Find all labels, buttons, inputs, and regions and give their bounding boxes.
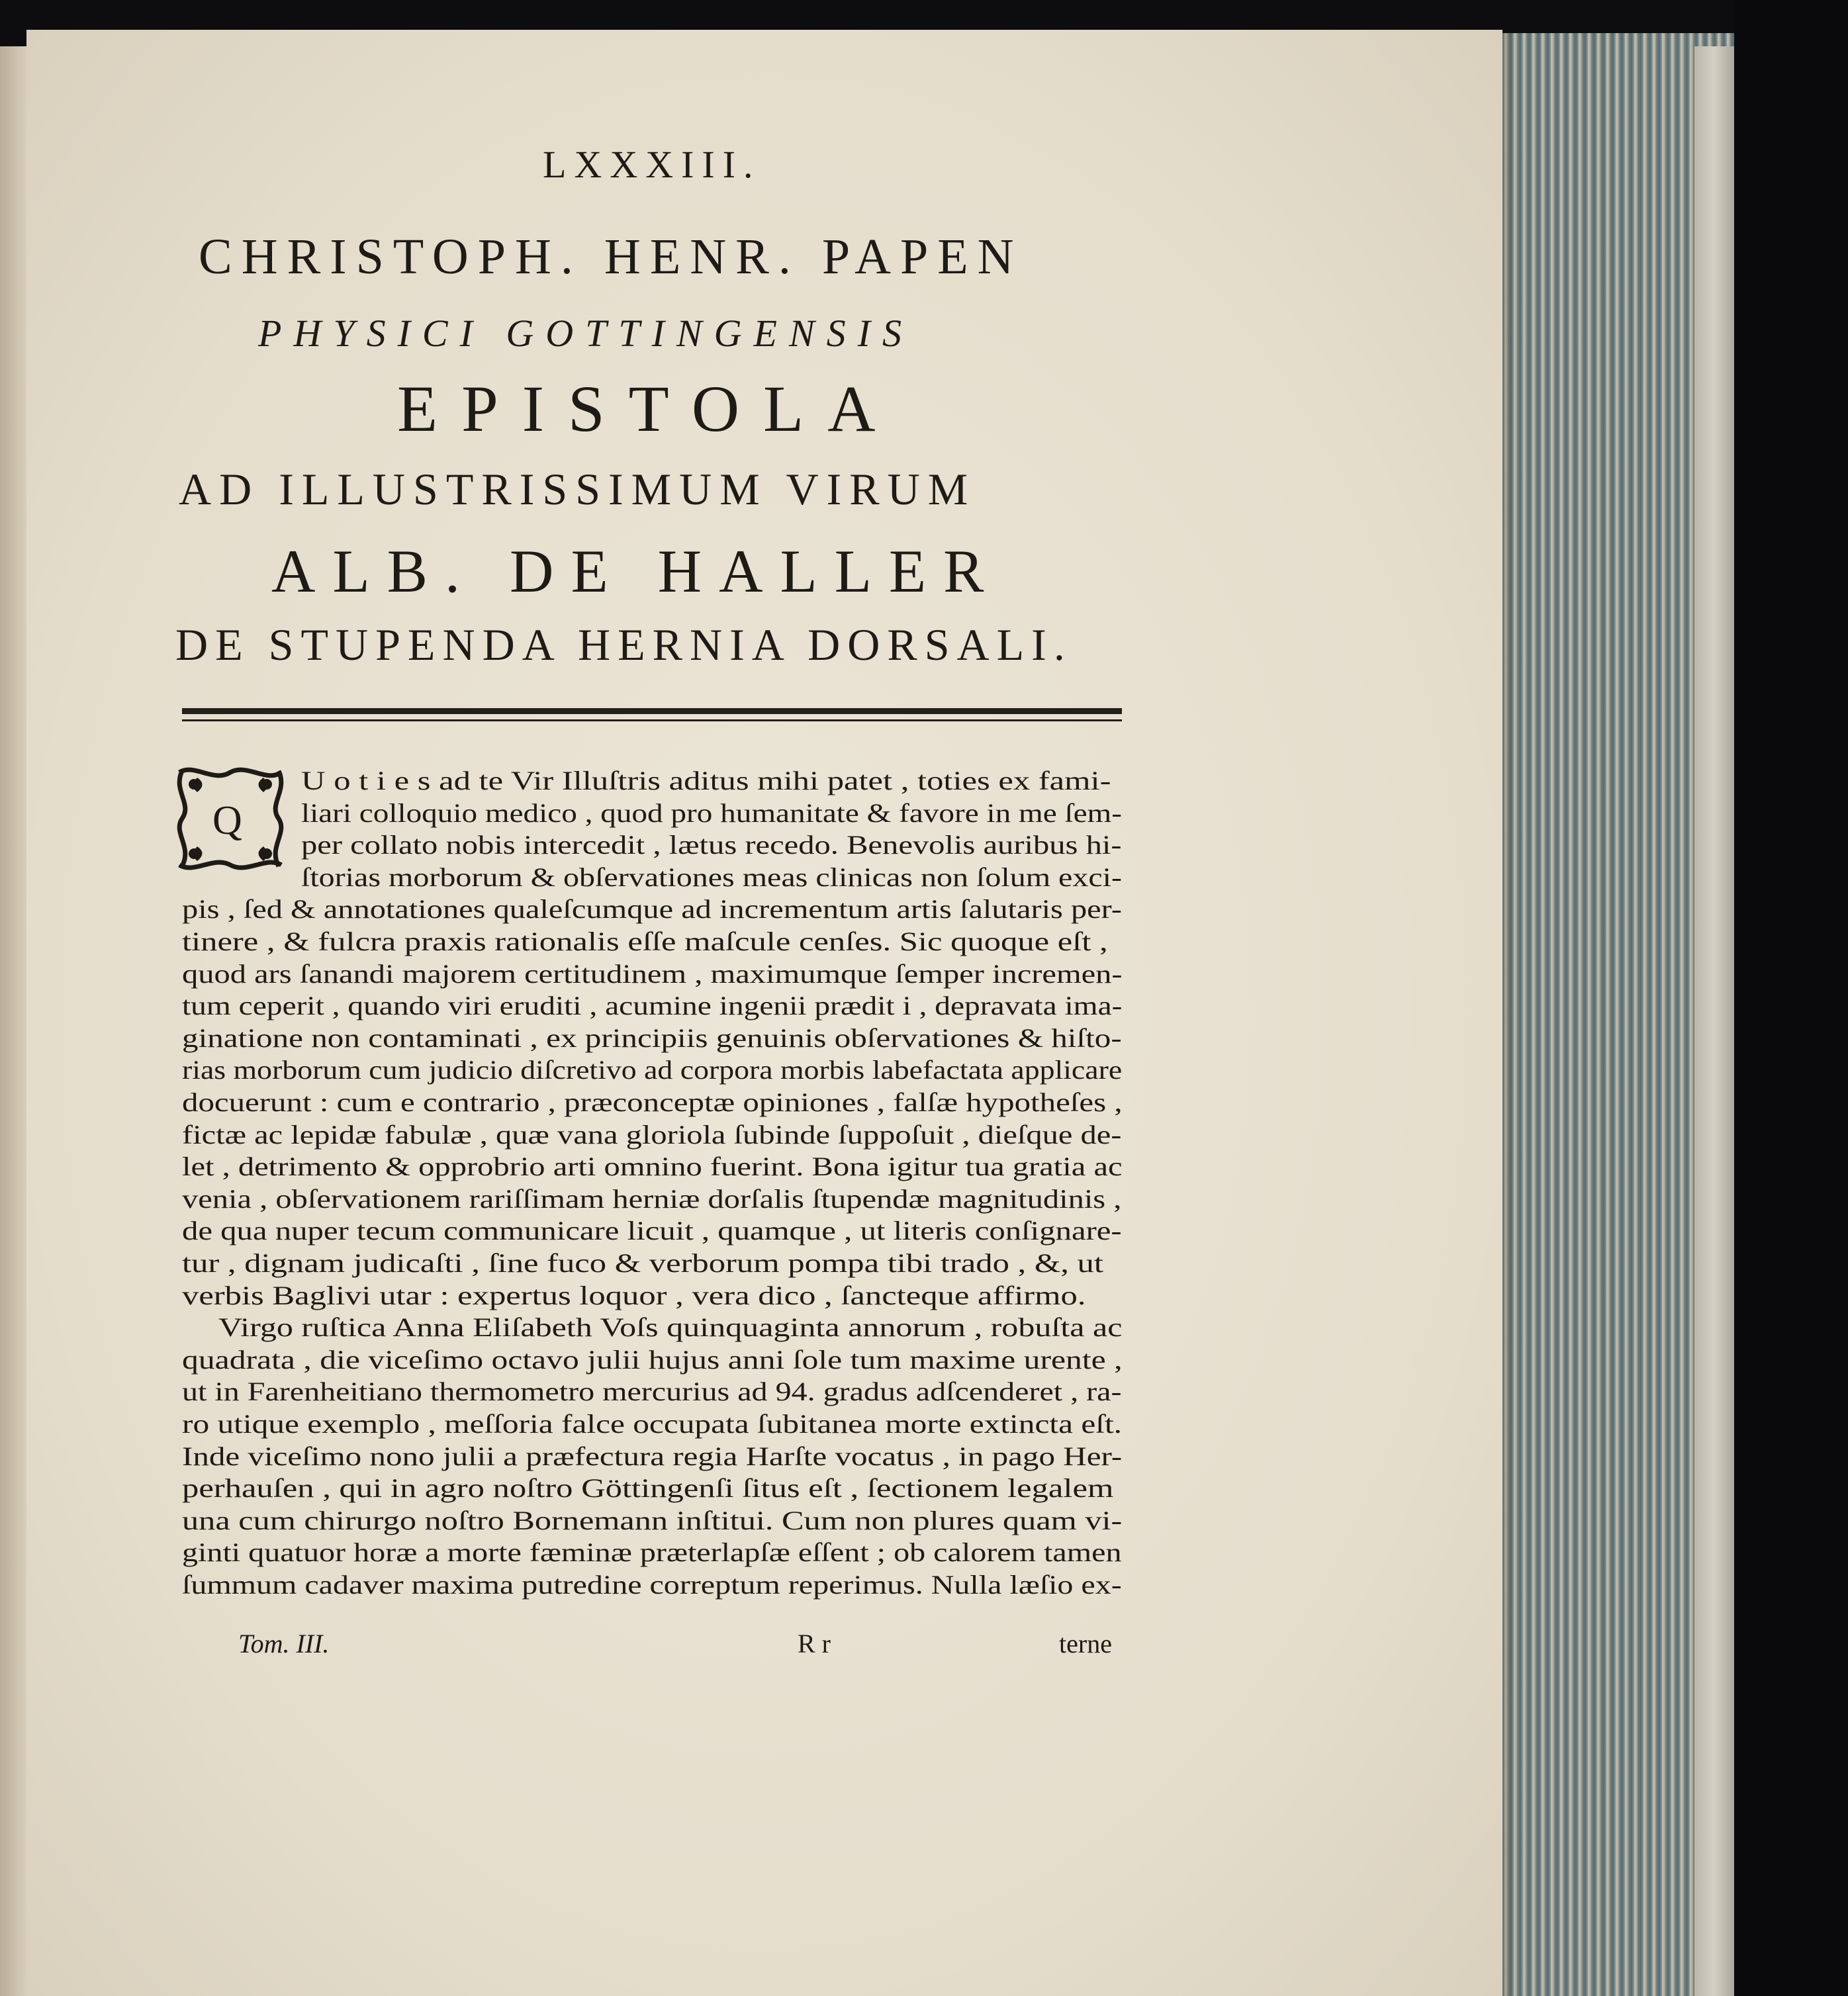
footer-volume: Tom. III. xyxy=(238,1629,330,1658)
body-line: perhauſen , qui in agro noſtro Göttingenſi ſitus eſt , ſectionem legalem xyxy=(182,1473,1114,1504)
body-line: docuerunt : cum e contrario , præconceptæ opiniones , falſæ hypotheſes , xyxy=(182,1087,1123,1117)
initial-letter: Q xyxy=(212,798,242,843)
heading-addressee: AD ILLUSTRISSIMUM VIRUM xyxy=(179,464,976,514)
decorated-initial xyxy=(174,764,287,874)
body-line: fictæ ac lepidæ fabulæ , quæ vana gloriola ſubinde ſuppoſuit , dieſque de- xyxy=(182,1119,1122,1150)
body-line: quadrata , die viceſimo octavo julii hujus anni ſole tum maxime urente , xyxy=(182,1344,1123,1375)
body-line: de qua nuper tecum communicare licuit , quamque , ut literis conſignare- xyxy=(182,1216,1122,1246)
body-line: ginti quatuor horæ a morte fæminæ præterlapſæ eſſent ; ob calorem tamen xyxy=(182,1537,1122,1568)
page-number: LXXXIII. xyxy=(543,143,761,186)
body-line: ut in Farenheitiano thermometro mercurius ad 94. gradus adſcenderet , ra- xyxy=(182,1377,1122,1407)
body-line: quod ars ſanandi majorem certitudinem , maximumque ſemper incremen- xyxy=(182,958,1123,989)
footer-signature: R r xyxy=(798,1629,831,1658)
book-cover-edge xyxy=(1694,46,1734,1996)
body-line: Virgo ruſtica Anna Eliſabeth Voſs quinquaginta annorum , robuſta ac xyxy=(218,1312,1123,1343)
body-line: ſtorias morborum & obſervationes meas clinicas non ſolum exci- xyxy=(301,862,1122,892)
heading-rule-thick xyxy=(182,708,1122,714)
body-line: liari colloquio medico , quod pro humanitate & favore in me ſem- xyxy=(301,797,1122,828)
body-line: U o t i e s ad te Vir Illuſtris aditus mihi patet , toties ex fami- xyxy=(301,766,1111,795)
left-page-edge xyxy=(0,46,28,1996)
heading-author: CHRISTOPH. HENR. PAPEN xyxy=(199,229,1023,285)
body-line: rias morborum cum judicio diſcretivo ad corpora morbis labefactata applicare xyxy=(182,1055,1123,1085)
heading-epistola: EPISTOLA xyxy=(397,372,900,445)
body-line: pis , ſed & annotationes qualeſcumque ad incrementum artis ſalutaris per- xyxy=(182,894,1122,925)
body-line: Inde viceſimo nono julii a præfectura regia Harſte vocatus , in pago Her- xyxy=(182,1441,1123,1471)
body-line: per collato nobis intercedit , lætus recedo. Benevolis auribus hi- xyxy=(301,830,1122,860)
heading-title-line: PHYSICI GOTTINGENSIS xyxy=(258,312,913,355)
dark-background xyxy=(1734,0,1848,1996)
body-line: tur , dignam judicaſti , ſine fuco & verborum pompa tibi trado , &, ut xyxy=(182,1248,1103,1278)
body-line: ginatione non contaminati , ex principiis genuinis obſervationes & hiſto- xyxy=(182,1022,1122,1053)
body-line: let , detrimento & opprobrio arti omnino fuerint. Bona igitur tua gratia ac xyxy=(182,1152,1123,1182)
body-line: ro utique exemplo , meſſoria falce occupata ſubitanea morte extincta eſt. xyxy=(182,1409,1123,1439)
body-line: tinere , & fulcra praxis rationalis eſſe maſcule cenſes. Sic quoque eſt , xyxy=(182,927,1108,956)
heading-name: ALB. DE HALLER xyxy=(271,537,1001,605)
body-line: una cum chirurgo noſtro Bornemann inſtitui. Cum non plures quam vi- xyxy=(182,1505,1123,1535)
heading-subject: DE STUPENDA HERNIA DORSALI. xyxy=(175,619,1072,670)
body-line: ſummum cadaver maxima putredine correptum reperimus. Nulla læſio ex- xyxy=(182,1570,1122,1600)
body-line: venia , obſervationem rariſſimam herniæ dorſalis ſtupendæ magnitudinis , xyxy=(182,1183,1122,1214)
body-line: verbis Baglivi utar : expertus loquor , vera dico , ſancteque affirmo. xyxy=(182,1280,1086,1310)
heading-rule-thin xyxy=(182,719,1122,721)
body-line: tum ceperit , quando viri eruditi , acumine ingenii prædit i , depravata ima- xyxy=(182,991,1123,1021)
footer-catchword: terne xyxy=(1059,1629,1112,1658)
